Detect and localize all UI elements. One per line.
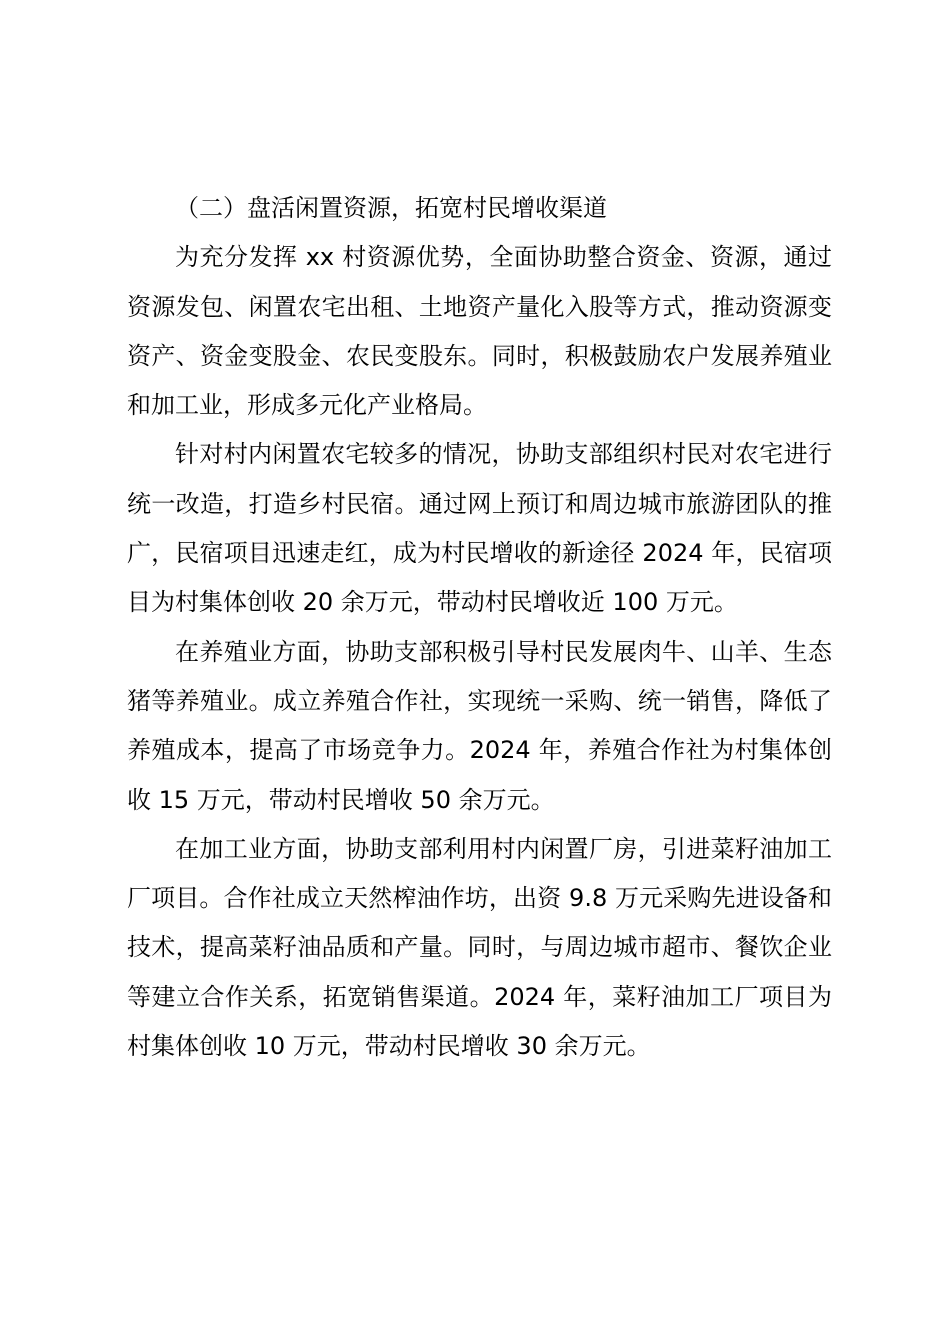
section-heading: （二）盘活闲置资源，拓宽村民增收渠道 xyxy=(175,194,607,222)
paragraph-homestay: 针对村内闲置农宅较多的情况，协助支部组织村民对农宅进行统一改造，打造乡村民宿。通过网上预订和周边城市旅游团队的推广，民宿项目迅速走红，成为村民增收的新途径 2024 年，民宿项目为村集体创收 20 余万元，带动村民增收近 100 万元。 xyxy=(127,440,832,617)
paragraph-breeding: 在养殖业方面，协助支部积极引导村民发展肉牛、山羊、生态猪等养殖业。成立养殖合作社，实现统一采购、统一销售，降低了养殖成本，提高了市场竞争力。2024 年，养殖合作社为村集体创收 15 万元，带动村民增收 50 余万元。 xyxy=(127,637,832,814)
document-body xyxy=(127,184,832,1071)
paragraph-resource-overview: 为充分发挥 xx 村资源优势，全面协助整合资金、资源，通过资源发包、闲置农宅出租、土地资产量化入股等方式，推动资源变资产、资金变股金、农民变股东。同时，积极鼓励农户发展养殖业和加工业，形成多元化产业格局。 xyxy=(127,243,832,420)
paragraph-processing: 在加工业方面，协助支部利用村内闲置厂房，引进菜籽油加工厂项目。合作社成立天然榨油作坊，出资 9.8 万元采购先进设备和技术，提高菜籽油品质和产量。同时，与周边城市超市、餐饮企业等建立合作关系，拓宽销售渠道。2024 年，菜籽油加工厂项目为村集体创收 10 万元，带动村民增收 30 余万元。 xyxy=(127,834,832,1061)
